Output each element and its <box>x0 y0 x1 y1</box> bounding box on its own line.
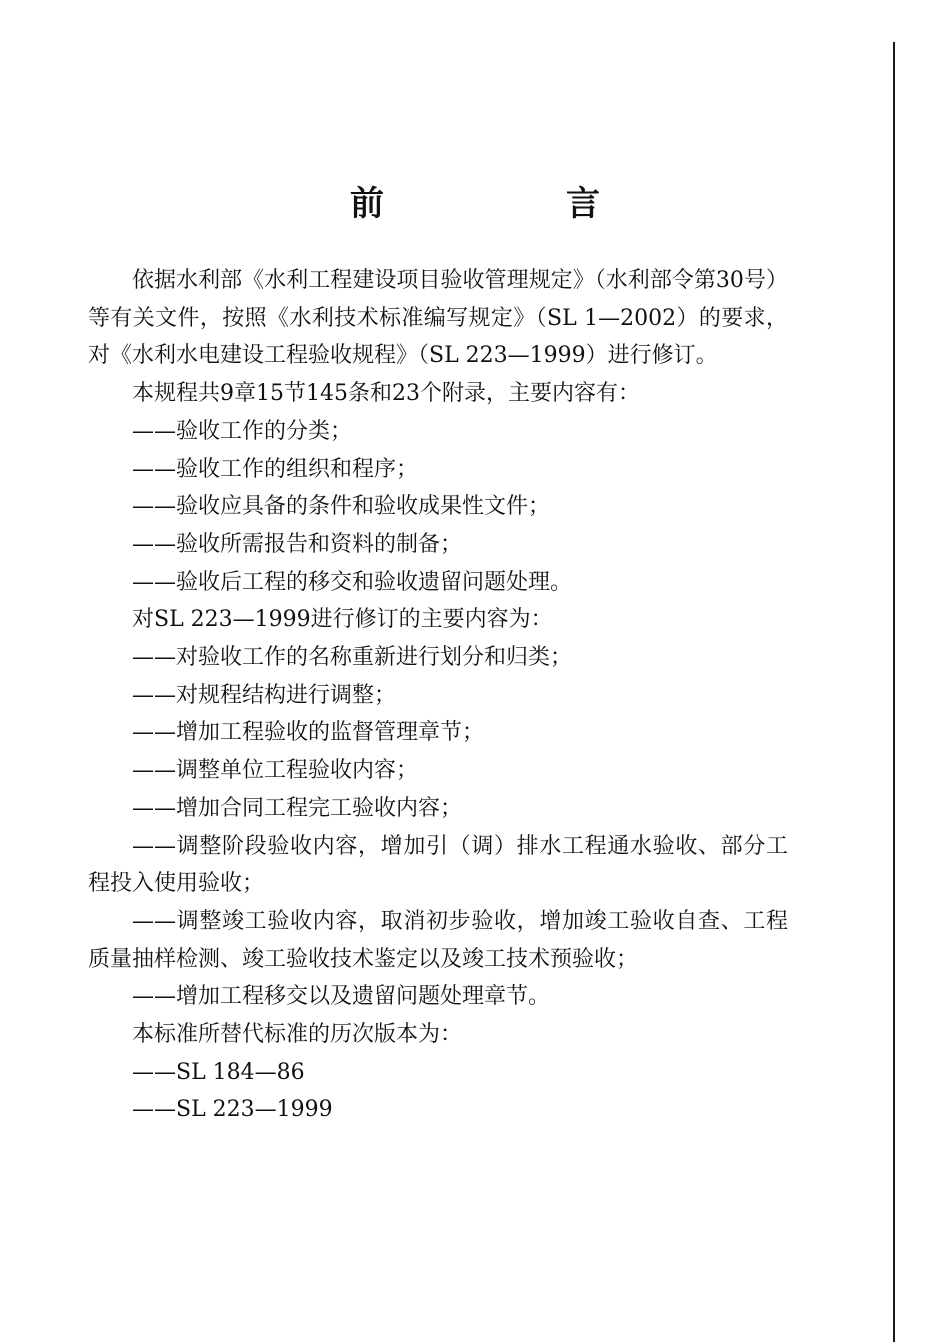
revision-item: ——调整单位工程验收内容； <box>132 758 419 784</box>
page-edge-line <box>893 42 895 1342</box>
summary-item: ——验收后工程的移交和验收遗留问题处理。 <box>132 569 573 595</box>
summary-lead: 本规程共9章15节145条和23个附录，主要内容有： <box>132 381 640 407</box>
revision-item: ——调整竣工验收内容，取消初步验收，增加竣工验收自查、工程质量抽样检测、竣工验收技术鉴定以及竣工技术预验收； <box>88 908 788 972</box>
revision-item: ——增加合同工程完工验收内容； <box>132 795 463 821</box>
page-title: 前 言 <box>350 184 674 224</box>
intro-paragraph: 依据水利部《水利工程建设项目验收管理规定》（水利部令第30号）等有关文件，按照《水利技术标准编写规定》（SL 1—2002）的要求，对《水利水电建设工程验收规程》（SL 223—1999）进行修订。 <box>88 268 788 369</box>
revision-item: ——增加工程验收的监督管理章节； <box>132 720 485 746</box>
summary-item: ——验收应具备的条件和验收成果性文件； <box>132 494 551 520</box>
summary-item: ——验收所需报告和资料的制备； <box>132 531 463 557</box>
revision-item: ——对验收工作的名称重新进行划分和归类； <box>132 645 573 671</box>
history-item: ——SL 223—1999 <box>132 1097 333 1123</box>
revision-item: ——调整阶段验收内容，增加引（调）排水工程通水验收、部分工程投入使用验收； <box>88 833 788 897</box>
revision-item: ——对规程结构进行调整； <box>132 682 397 708</box>
preface-body <box>88 262 788 1129</box>
history-lead: 本标准所替代标准的历次版本为： <box>132 1022 463 1048</box>
revision-item: ——增加工程移交以及遗留问题处理章节。 <box>132 984 551 1010</box>
revision-lead: 对SL 223—1999进行修订的主要内容为： <box>132 607 553 633</box>
summary-item: ——验收工作的组织和程序； <box>132 456 419 482</box>
summary-item: ——验收工作的分类； <box>132 418 353 444</box>
history-item: ——SL 184—86 <box>132 1059 305 1085</box>
